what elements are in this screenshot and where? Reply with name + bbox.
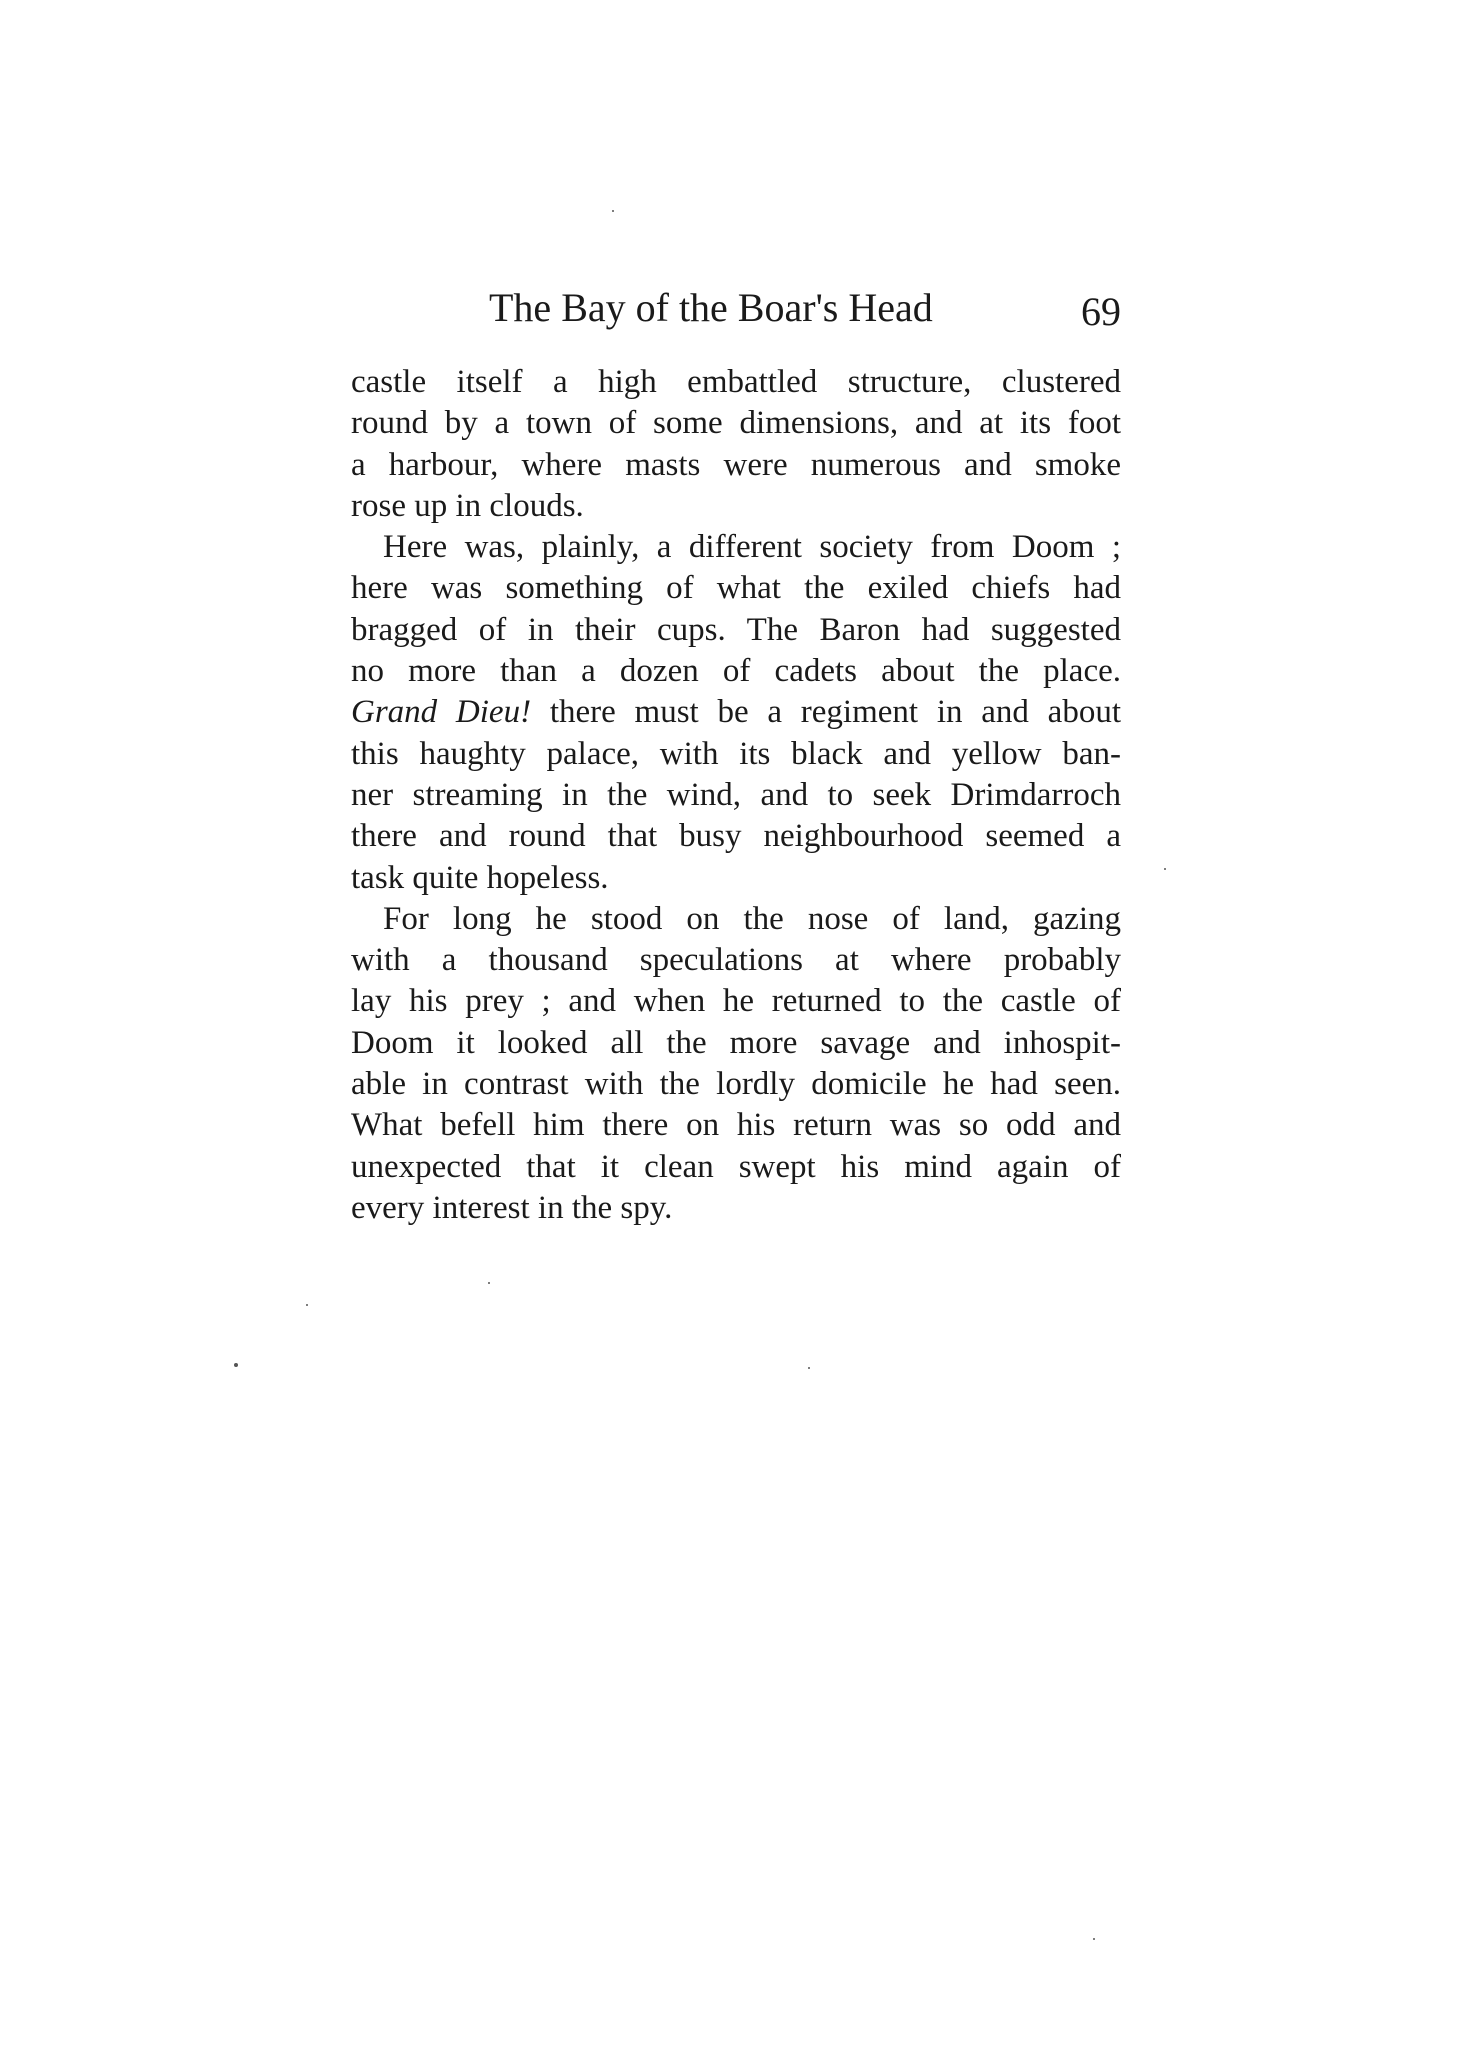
scan-speck	[808, 1367, 810, 1369]
body-text	[351, 362, 1121, 1229]
text-line: Doom it looked all the more savage and inhospit-	[351, 1024, 1121, 1061]
scan-speck	[1164, 868, 1166, 870]
scan-speck	[612, 210, 614, 212]
text-line: Here was, plainly, a different society from Doom ;	[383, 529, 1121, 566]
scan-speck	[234, 1363, 238, 1367]
text-line: castle itself a high embattled structure, clustered	[351, 364, 1121, 400]
text-line: this haughty palace, with its black and yellow ban-	[351, 735, 1121, 772]
text-line: bragged of in their cups. The Baron had suggested	[351, 611, 1121, 648]
text-line: a harbour, where masts were numerous and smoke	[351, 446, 1121, 483]
text-line: For long he stood on the nose of land, gazing	[383, 900, 1121, 937]
text-line: able in contrast with the lordly domicile he had seen.	[351, 1066, 1121, 1103]
text-line: unexpected that it clean swept his mind again of	[351, 1148, 1121, 1185]
text-line: task quite hopeless.	[351, 859, 609, 896]
text-line: here was something of what the exiled chiefs had	[351, 570, 1121, 607]
text-line: lay his prey ; and when he returned to the castle of	[351, 983, 1121, 1020]
text-line: no more than a dozen of cadets about the place.	[351, 653, 1121, 690]
text-line: with a thousand speculations at where probably	[351, 942, 1121, 979]
scan-speck	[488, 1282, 490, 1284]
text-line-rest: there must be a regiment in and about	[531, 694, 1121, 731]
text-line: rose up in clouds.	[351, 487, 584, 524]
text-line: every interest in the spy.	[351, 1189, 673, 1226]
text-line: there and round that busy neighbourhood seemed a	[351, 818, 1121, 855]
scan-speck	[306, 1304, 308, 1306]
text-line: ner streaming in the wind, and to seek Drimdarroch	[351, 776, 1121, 813]
running-head	[351, 280, 1121, 336]
scan-speck	[1093, 1938, 1095, 1940]
text-line: What befell him there on his return was so odd and	[351, 1107, 1121, 1144]
page-number: 69	[1081, 289, 1121, 334]
text-line-with-italic	[351, 692, 1121, 733]
italic-phrase: Grand Dieu!	[351, 694, 532, 731]
text-line: round by a town of some dimensions, and at its foot	[351, 405, 1121, 442]
running-title: The Bay of the Boar's Head	[489, 285, 933, 330]
